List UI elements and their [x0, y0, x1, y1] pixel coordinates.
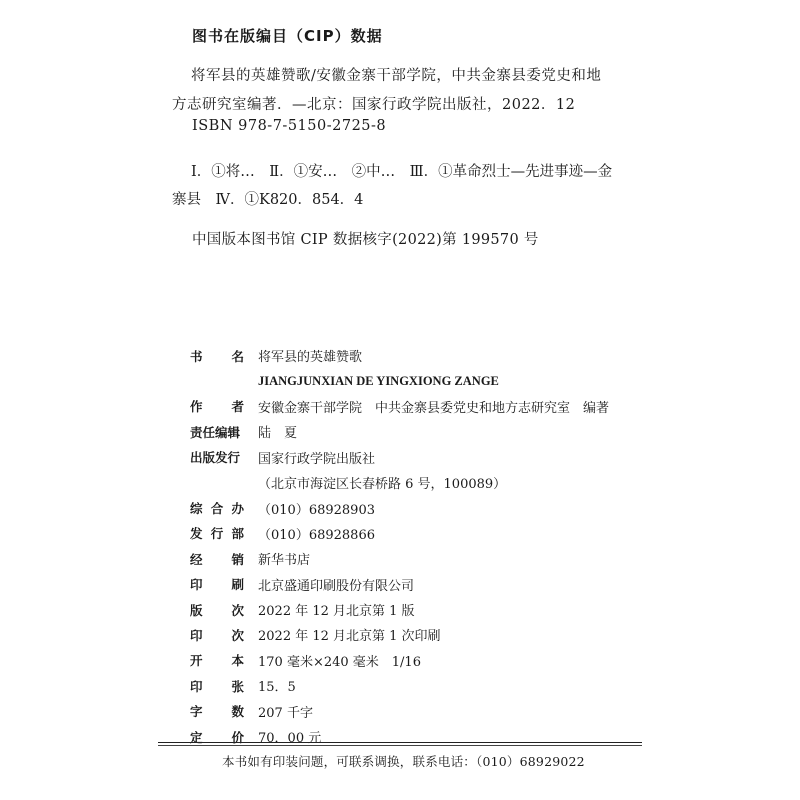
colophon-row — [190, 394, 609, 419]
colophon-value: 安徽金寨干部学院 中共金寨县委党史和地方志研究室 编著 — [258, 400, 610, 416]
colophon-row — [190, 673, 609, 698]
colophon-row — [190, 546, 609, 571]
colophon-row — [190, 572, 609, 597]
colophon-label — [190, 524, 244, 542]
footer-rule-thick — [158, 742, 642, 743]
cip-description-line-2: 方志研究室编著．—北京：国家行政学院出版社，2022．12 — [172, 97, 576, 113]
colophon-value: 70．00 元 — [258, 731, 322, 747]
colophon-row — [190, 368, 609, 393]
colophon-label-char: 合 — [210, 501, 224, 517]
colophon-label — [190, 347, 244, 365]
colophon-value: （010）68928903 — [258, 502, 375, 518]
colophon-label-char: 责任编辑 — [190, 424, 241, 440]
colophon-row — [190, 495, 609, 520]
colophon-label-char: 字 — [190, 704, 203, 720]
cip-description — [172, 62, 642, 120]
cip-classification — [172, 158, 642, 214]
colophon-label-char: 次 — [231, 602, 244, 618]
colophon-value: （北京市海淀区长春桥路 6 号，100089） — [258, 477, 507, 493]
colophon-label-char: 名 — [231, 348, 244, 364]
colophon-label — [190, 702, 244, 720]
colophon-value: 新华书店 — [258, 553, 311, 569]
colophon-row — [190, 648, 609, 673]
colophon-label-char: 版 — [190, 602, 203, 618]
cip-heading: 图书在版编目（CIP）数据 — [192, 27, 383, 45]
isbn: ISBN 978-7-5150-2725-8 — [192, 118, 387, 134]
colophon-label-char: 次 — [231, 627, 244, 643]
colophon-value: JIANGJUNXIAN DE YINGXIONG ZANGE — [258, 373, 499, 388]
colophon-row — [190, 622, 609, 647]
colophon-label — [190, 423, 244, 441]
colophon-label-char: 作 — [190, 399, 203, 415]
colophon-row — [190, 445, 609, 470]
cip-classification-line-1: Ⅰ．①将… Ⅱ．①安… ②中… Ⅲ．①革命烈士—先进事迹—金 — [191, 164, 613, 180]
colophon-row — [190, 419, 609, 444]
colophon-label-char: 印 — [190, 577, 203, 593]
colophon-label-char: 本 — [231, 653, 244, 669]
colophon-table — [190, 343, 609, 749]
colophon-value: 207 千字 — [258, 705, 313, 721]
colophon-value: 15．5 — [258, 680, 296, 696]
cip-classification-line-2: 寨县 Ⅳ．①K820．854．4 — [172, 192, 364, 208]
colophon-label-char: 发 — [190, 526, 203, 542]
footer-rule-thin — [158, 745, 642, 746]
colophon-value: 陆 夏 — [258, 426, 298, 442]
colophon-label-char: 者 — [231, 399, 244, 415]
colophon-label-char: 数 — [231, 704, 244, 720]
colophon-value: 170 毫米×240 毫米 1/16 — [258, 654, 421, 670]
cip-description-line-1: 将军县的英雄赞歌/安徽金寨干部学院，中共金寨县委党史和地 — [191, 68, 602, 84]
colophon-value: （010）68928866 — [258, 527, 375, 543]
colophon-row — [190, 343, 609, 368]
colophon-label-char: 刷 — [231, 577, 244, 593]
colophon-label-char: 价 — [231, 729, 244, 745]
colophon-label — [190, 397, 244, 415]
colophon-row — [190, 698, 609, 723]
colophon-label-char: 出版发行 — [190, 450, 241, 466]
colophon-row — [190, 521, 609, 546]
colophon-label-char: 开 — [190, 653, 203, 669]
colophon-label-char: 销 — [231, 551, 244, 567]
colophon-label — [190, 550, 244, 568]
colophon-label-char: 印 — [190, 678, 203, 694]
colophon-value: 国家行政学院出版社 — [258, 451, 376, 467]
colophon-value: 2022 年 12 月北京第 1 次印刷 — [258, 629, 441, 645]
colophon-label — [190, 575, 244, 593]
colophon-label — [190, 651, 244, 669]
colophon-label-char: 办 — [231, 501, 244, 517]
colophon-row — [190, 470, 609, 495]
colophon-label-char: 定 — [190, 729, 203, 745]
colophon-label-char: 书 — [190, 348, 203, 364]
colophon-label-char: 经 — [190, 551, 203, 567]
colophon-label — [190, 677, 244, 695]
colophon-label-char: 张 — [231, 678, 244, 694]
colophon-label-char: 行 — [210, 526, 224, 542]
colophon-label — [190, 601, 244, 619]
colophon-label-char: 综 — [190, 501, 203, 517]
colophon-label-char: 部 — [231, 526, 244, 542]
colophon-label-char: 印 — [190, 627, 203, 643]
cip-record-number: 中国版本图书馆 CIP 数据核字(2022)第 199570 号 — [192, 232, 539, 248]
colophon-row — [190, 597, 609, 622]
colophon-value: 北京盛通印刷股份有限公司 — [258, 578, 415, 594]
colophon-label — [190, 626, 244, 644]
colophon-value: 2022 年 12 月北京第 1 版 — [258, 604, 415, 620]
colophon-value: 将军县的英雄赞歌 — [258, 350, 363, 366]
footer-note: 本书如有印装问题，可联系调换，联系电话：（010）68929022 — [222, 754, 585, 769]
colophon-label — [190, 499, 244, 517]
colophon-label — [190, 448, 244, 466]
